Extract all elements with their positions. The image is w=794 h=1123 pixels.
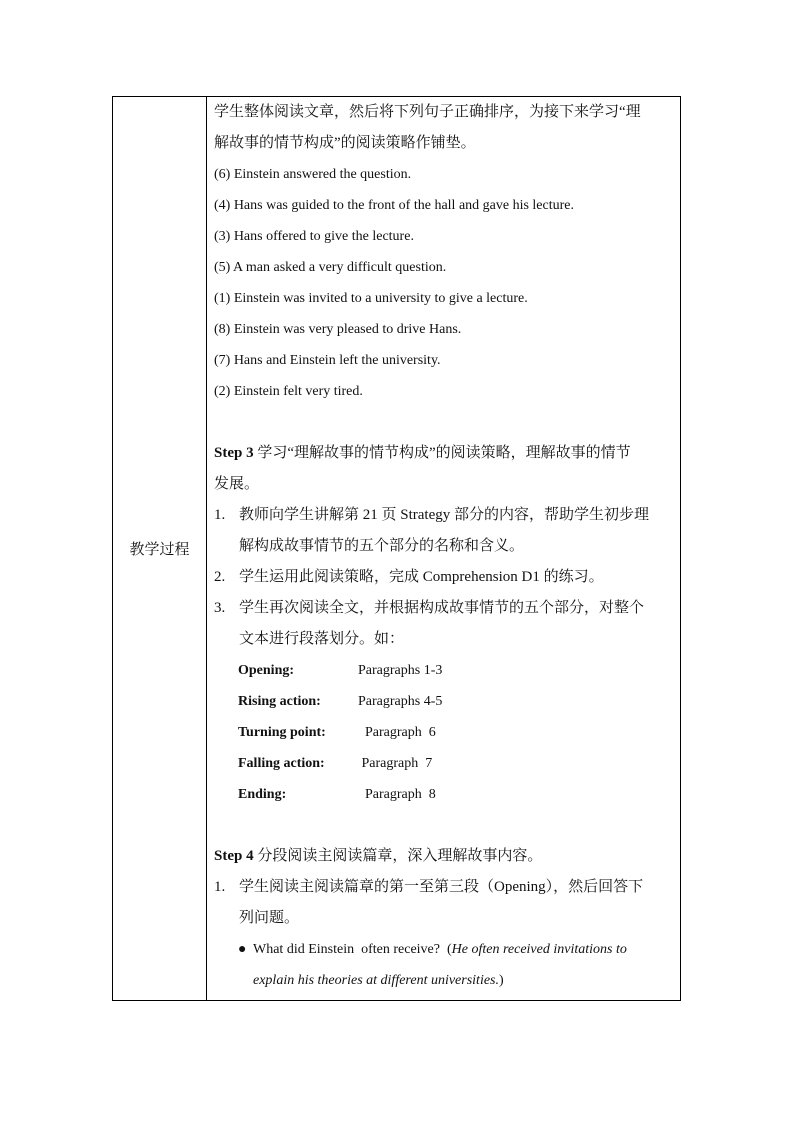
spacer	[214, 810, 674, 841]
plot-key: Turning point:	[238, 725, 326, 740]
item-text: 教师向学生讲解第 21 页 Strategy 部分的内容，帮助学生初步理	[239, 507, 649, 523]
item-text: 学生再次阅读全文，并根据构成故事情节的五个部分，对整个	[239, 600, 645, 616]
answer-text: He often received invitations to	[451, 942, 627, 957]
section-label-cell	[113, 97, 207, 1001]
intro-line: 学生整体阅读文章，然后将下列句子正确排序，为接下来学习“理	[214, 104, 641, 120]
plot-key: Rising action:	[238, 694, 321, 709]
plot-row	[214, 748, 674, 779]
bullet-icon: ●	[238, 942, 247, 957]
answer-text-cont: explain his theories at different universities.	[253, 973, 499, 988]
spacer	[214, 407, 674, 438]
plot-row	[214, 686, 674, 717]
step4-label: Step 4	[214, 848, 254, 864]
section-label: 教学过程	[129, 542, 190, 558]
sentence-item: (5) A man asked a very difficult question.	[214, 260, 447, 275]
item-number: 3.	[214, 600, 226, 616]
sentence-item: (6) Einstein answered the question.	[214, 167, 412, 182]
question-bullet-cont	[214, 965, 674, 996]
item-number: 1.	[214, 507, 226, 523]
plot-row	[214, 779, 674, 810]
item-number: 2.	[214, 569, 226, 585]
step4-item	[214, 872, 674, 903]
step3-label: Step 3	[214, 445, 254, 461]
answer-close: )	[499, 973, 504, 988]
item-text: 学生运用此阅读策略，完成 Comprehension D1 的练习。	[239, 569, 604, 585]
step3-heading	[214, 438, 674, 469]
item-number: 1.	[214, 879, 226, 895]
plot-key: Ending:	[238, 787, 287, 802]
step3-item	[214, 593, 674, 624]
plot-key: Falling action:	[238, 756, 325, 771]
sentence-item: (3) Hans offered to give the lecture.	[214, 229, 414, 244]
step3-title-cont: 发展。	[214, 476, 260, 492]
plot-value: Paragraphs 1-3	[358, 663, 443, 678]
step3-item	[214, 562, 674, 593]
plot-row	[214, 717, 674, 748]
sentence-item: (8) Einstein was very pleased to drive Hans.	[214, 322, 462, 337]
item-text-cont: 解构成故事情节的五个部分的名称和含义。	[239, 538, 525, 554]
plot-value: Paragraph 7	[358, 756, 433, 771]
content-cell	[207, 97, 681, 1001]
item-text: 学生阅读主阅读篇章的第一至第三段（Opening），然后回答下	[239, 879, 644, 895]
intro-line: 解故事的情节构成”的阅读策略作铺垫。	[214, 135, 476, 151]
content-body	[214, 97, 674, 996]
item-text-cont: 列问题。	[239, 910, 300, 926]
step3-title: 学习“理解故事的情节构成”的阅读策略，理解故事的情节	[257, 445, 631, 461]
step3-item	[214, 500, 674, 531]
sentence-item: (7) Hans and Einstein left the university.	[214, 353, 441, 368]
sentence-item: (4) Hans was guided to the front of the hall and gave his lecture.	[214, 198, 575, 213]
plot-row	[214, 655, 674, 686]
step4-heading	[214, 841, 674, 872]
sentence-item: (2) Einstein felt very tired.	[214, 384, 363, 399]
sentence-item: (1) Einstein was invited to a university to give a lecture.	[214, 291, 528, 306]
plot-value: Paragraph 6	[358, 725, 436, 740]
plot-value: Paragraph 8	[358, 787, 436, 802]
lesson-plan-table	[112, 96, 681, 1001]
item-text-cont: 文本进行段落划分。如：	[239, 631, 405, 647]
plot-key: Opening:	[238, 663, 295, 678]
plot-value: Paragraphs 4-5	[358, 694, 443, 709]
step4-title: 分段阅读主阅读篇章，深入理解故事内容。	[257, 848, 543, 864]
question-bullet	[214, 934, 674, 965]
question-text: What did Einstein often receive? (	[253, 942, 452, 957]
